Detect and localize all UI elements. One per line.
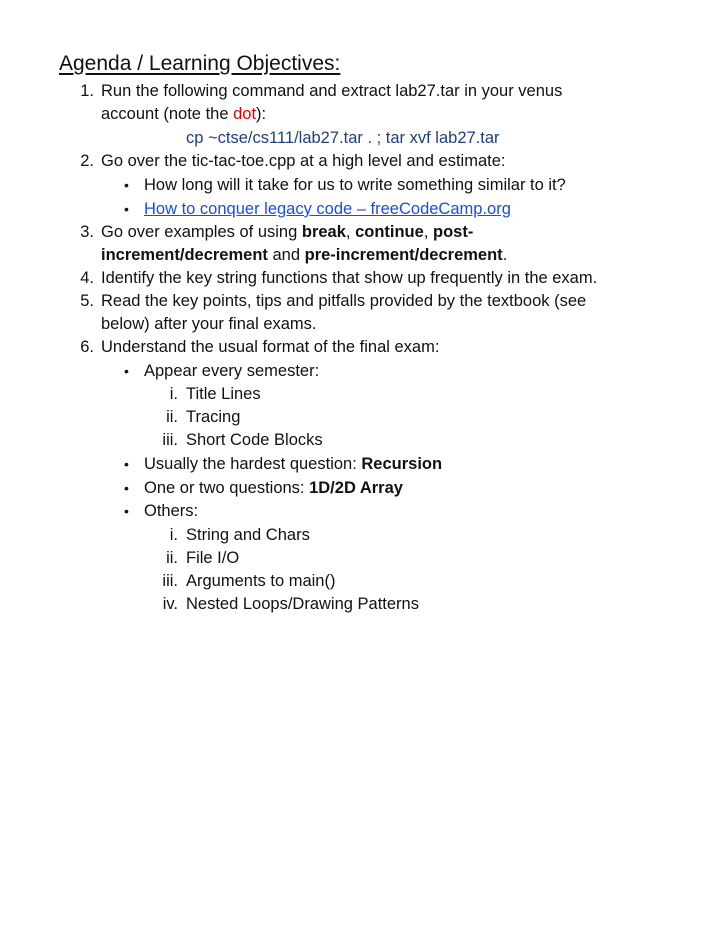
item-text: Run the following command and extract lab27.tar in your venus [101, 82, 563, 100]
item-number: 6. [80, 338, 94, 356]
roman-numeral: iv. [162, 595, 178, 613]
bullet-icon: • [124, 480, 129, 496]
bullet-icon: • [124, 503, 129, 519]
roman-numeral: ii. [166, 549, 178, 567]
item-number: 5. [80, 292, 94, 310]
bullet-text: How long will it take for us to write something similar to it? [144, 176, 566, 194]
item-text: Identify the key string functions that show up frequently in the exam. [101, 269, 598, 287]
roman-numeral: i. [169, 526, 178, 544]
item-text: Go over examples of using break, continue, post- [101, 223, 474, 241]
freecodecamp-link[interactable]: How to conquer legacy code – freeCodeCamp.org [144, 200, 511, 218]
command-dot: . [367, 129, 373, 147]
roman-numeral: iii. [162, 431, 178, 449]
page-title: Agenda / Learning Objectives: [59, 52, 341, 75]
bullet-icon: • [124, 363, 129, 379]
roman-numeral: ii. [166, 408, 178, 426]
roman-numeral: i. [169, 385, 178, 403]
command-line [186, 127, 500, 150]
roman-numeral: iii. [162, 572, 178, 590]
sub-item-text: Nested Loops/Drawing Patterns [186, 595, 419, 613]
dot-highlight: dot [233, 105, 257, 123]
sub-item-text: Arguments to main() [186, 572, 336, 590]
keyword: continue [355, 223, 424, 241]
command-text: cp ~ctse/cs111/lab27.tar [186, 129, 368, 147]
sub-item-text: Tracing [186, 408, 241, 426]
sub-item-text: String and Chars [186, 526, 310, 544]
item-number: 1. [80, 82, 94, 100]
bullet-icon: • [124, 201, 129, 217]
command-text: ; tar xvf lab27.tar [372, 129, 500, 147]
bullet-text: Usually the hardest question: Recursion [144, 455, 443, 473]
item-text: account (note the [101, 105, 234, 123]
sub-item-text: Short Code Blocks [186, 431, 323, 449]
bullet-icon: • [124, 177, 129, 193]
item-text: ): [256, 105, 267, 123]
keyword: break [301, 223, 346, 241]
item-number: 4. [80, 269, 94, 287]
item-1-continuation [101, 103, 266, 126]
keyword: post- [432, 223, 474, 241]
item-text: Understand the usual format of the final exam: [101, 338, 440, 356]
keyword: pre-increment/decrement [304, 246, 503, 264]
item-number: 3. [80, 223, 94, 241]
bullet-icon: • [124, 456, 129, 472]
item-3-continuation: increment/decrement and pre-increment/decrement. [101, 246, 508, 264]
bullet-text: Others: [144, 502, 199, 520]
keyword: Recursion [361, 455, 443, 473]
item-text: Read the key points, tips and pitfalls provided by the textbook (see [101, 292, 587, 310]
keyword: 1D/2D Array [309, 479, 403, 497]
item-number: 2. [80, 152, 94, 170]
bullet-text: Appear every semester: [144, 362, 320, 380]
bullet-text: One or two questions: 1D/2D Array [144, 479, 403, 497]
item-text: Go over the tic-tac-toe.cpp at a high level and estimate: [101, 152, 506, 170]
sub-item-text: Title Lines [186, 385, 261, 403]
sub-item-text: File I/O [186, 549, 240, 567]
item-5-continuation: below) after your final exams. [101, 315, 317, 333]
keyword: increment/decrement [101, 246, 268, 264]
